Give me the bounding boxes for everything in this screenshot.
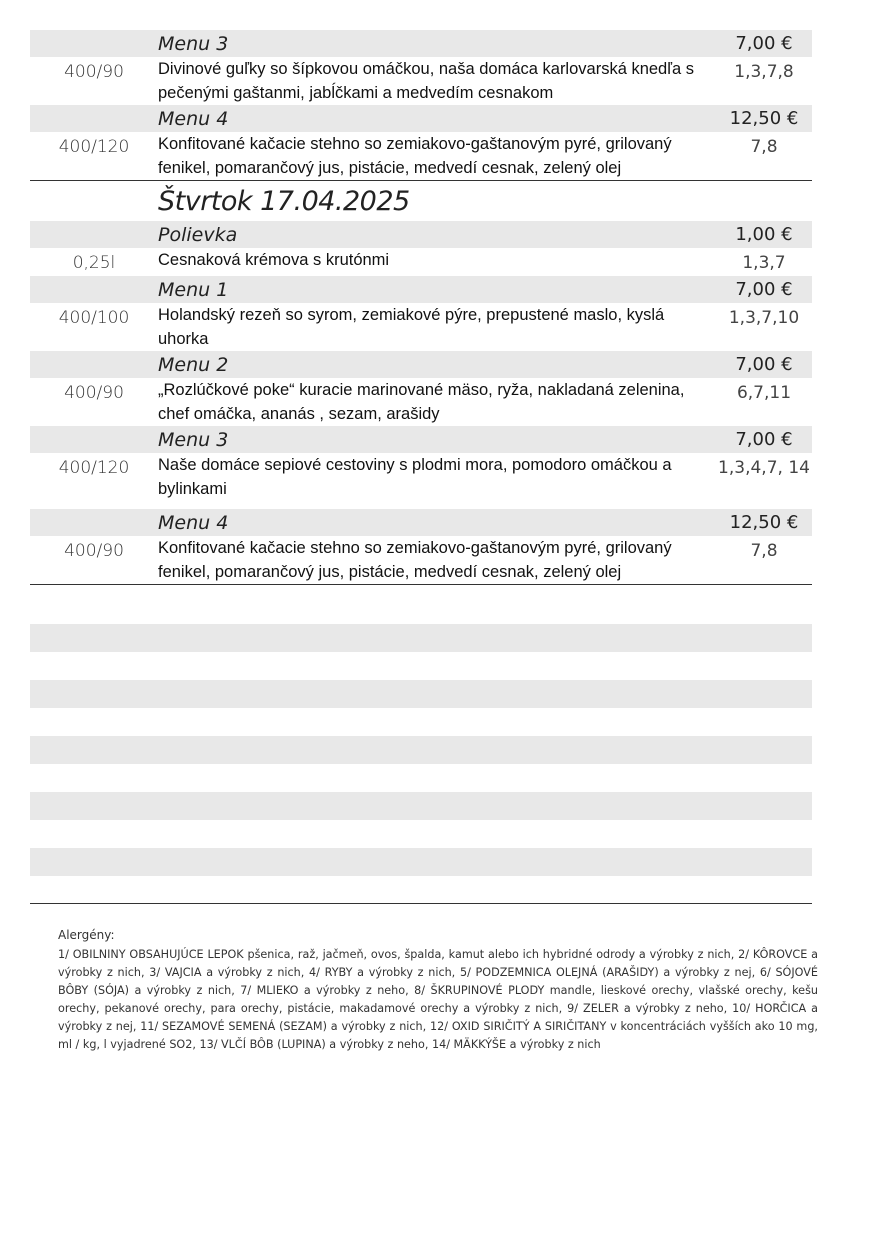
menu-price: 12,50 €: [729, 512, 799, 533]
dish-description: Konfitované kačacie stehno so zemiakovo-gaštanovým pyré, grilovaný fenikel, pomarančový jus, pistácie, medvedí cesnak, zelený olej: [158, 539, 672, 581]
dish-description: Cesnaková krémova s krutónmi: [158, 251, 390, 269]
portion: 400/90: [64, 62, 124, 82]
menu-header: [30, 351, 812, 378]
menu-price: 12,50 €: [729, 108, 799, 129]
menu-title: Menu 3: [158, 32, 229, 55]
menu-title: Menu 4: [158, 511, 229, 534]
day-heading: Štvrtok 17.04.2025: [158, 185, 410, 217]
portion: 400/100: [58, 308, 130, 328]
menu-title: Menu 1: [158, 278, 229, 301]
menu-price: 7,00 €: [735, 354, 793, 375]
daily-menu: [30, 30, 812, 876]
dish-allergens: 7,8: [750, 541, 778, 561]
menu-title: Menu 4: [158, 107, 229, 130]
empty-row: [30, 848, 812, 876]
menu-price: 7,00 €: [735, 429, 793, 450]
menu-header: [30, 221, 812, 248]
dish-allergens: 7,8: [750, 137, 778, 157]
menu-price: 7,00 €: [735, 279, 793, 300]
dish-description: Konfitované kačacie stehno so zemiakovo-gaštanovým pyré, grilovaný fenikel, pomarančový jus, pistácie, medvedí cesnak, zelený olej: [158, 135, 672, 177]
empty-row: [30, 652, 812, 680]
empty-row: [30, 736, 812, 764]
dish-row: [30, 303, 812, 351]
menu-title: Polievka: [158, 223, 238, 246]
portion: 0,25l: [72, 253, 116, 273]
dish-allergens: 1,3,4,7, 14: [718, 458, 810, 478]
allergen-title: Alergény:: [58, 928, 115, 942]
menu-title: Menu 3: [158, 428, 229, 451]
dish-row: [30, 536, 812, 585]
empty-row: [30, 820, 812, 848]
menu-header: [30, 276, 812, 303]
dish-row: [30, 57, 812, 105]
dish-allergens: 6,7,11: [736, 383, 792, 403]
day-heading-row: [30, 181, 812, 221]
dish-allergens: 1,3,7,8: [734, 62, 794, 82]
empty-row: [30, 624, 812, 652]
dish-row: [30, 378, 812, 426]
dish-row: [30, 248, 812, 276]
dish-row: [30, 132, 812, 181]
portion: 400/90: [64, 541, 124, 561]
empty-row: [30, 792, 812, 820]
menu-price: 1,00 €: [735, 224, 793, 245]
menu-header: [30, 30, 812, 57]
empty-row: [30, 764, 812, 792]
dish-row: [30, 453, 812, 509]
menu-header: [30, 509, 812, 536]
empty-row: [30, 680, 812, 708]
portion: 400/120: [58, 137, 130, 157]
dish-description: „Rozlúčkové poke“ kuracie marinované mäso, ryža, nakladaná zelenina, chef omáčka, ananás , sezam, arašidy: [158, 381, 685, 423]
allergen-legend: [58, 926, 818, 1054]
dish-allergens: 1,3,7,10: [728, 308, 800, 328]
menu-title: Menu 2: [158, 353, 229, 376]
dish-description: Divinové guľky so šípkovou omáčkou, naša domáca karlovarská knedľa s pečenými gaštanmi, jabĺčkami a medvedím cesnakom: [158, 60, 695, 102]
portion: 400/90: [64, 383, 124, 403]
divider: [30, 903, 812, 904]
menu-price: 7,00 €: [735, 33, 793, 54]
portion: 400/120: [58, 458, 130, 478]
dish-description: Holandský rezeň so syrom, zemiakové pýre, prepustené maslo, kyslá uhorka: [158, 306, 665, 348]
empty-row: [30, 708, 812, 736]
menu-header: [30, 105, 812, 132]
allergen-text: 1/ OBILNINY OBSAHUJÚCE LEPOK pšenica, raž, jačmeň, ovos, špalda, kamut alebo ich hybridné odrody a výrobky z nich, 2/ KÔROVCE a výrobky z nich, 3/ VAJCIA a výrobky z nich, 4/ RYBY a výrobky z nich, 5/ PODZEMNICA OLEJNÁ (ARAŠIDY) a výrobky z nej, 6/ SÓJOVÉ BÔBY (SÓJA) a výrobky z nich, 7/ MLIEKO a výrobky z neho, 8/ ŠKRUPINOVÉ PLODY mandle, lieskové orechy, vlašské orechy, kešu orechy, pekanové orechy, para orechy, pistácie, makadamové orechy a výrobky z nich, 9/ ZELER a výrobky z neho, 10/ HORČICA a výrobky z nej, 11/ SEZAMOVÉ SEMENÁ (SEZAM) a výrobky z nich, 12/ OXID SIRIČITÝ A SIRIČITANY v koncentráciách vyšších ako 10 mg, ml / kg, l vyjadrené SO2, 13/ VLČÍ BÔB (LUPINA) a výrobky z neho, 14/ MÄKKÝŠE a výrobky z nich: [58, 948, 818, 1051]
dish-allergens: 1,3,7: [742, 253, 786, 273]
dish-description: Naše domáce sepiové cestoviny s plodmi mora, pomodoro omáčkou a bylinkami: [158, 456, 672, 498]
menu-header: [30, 426, 812, 453]
